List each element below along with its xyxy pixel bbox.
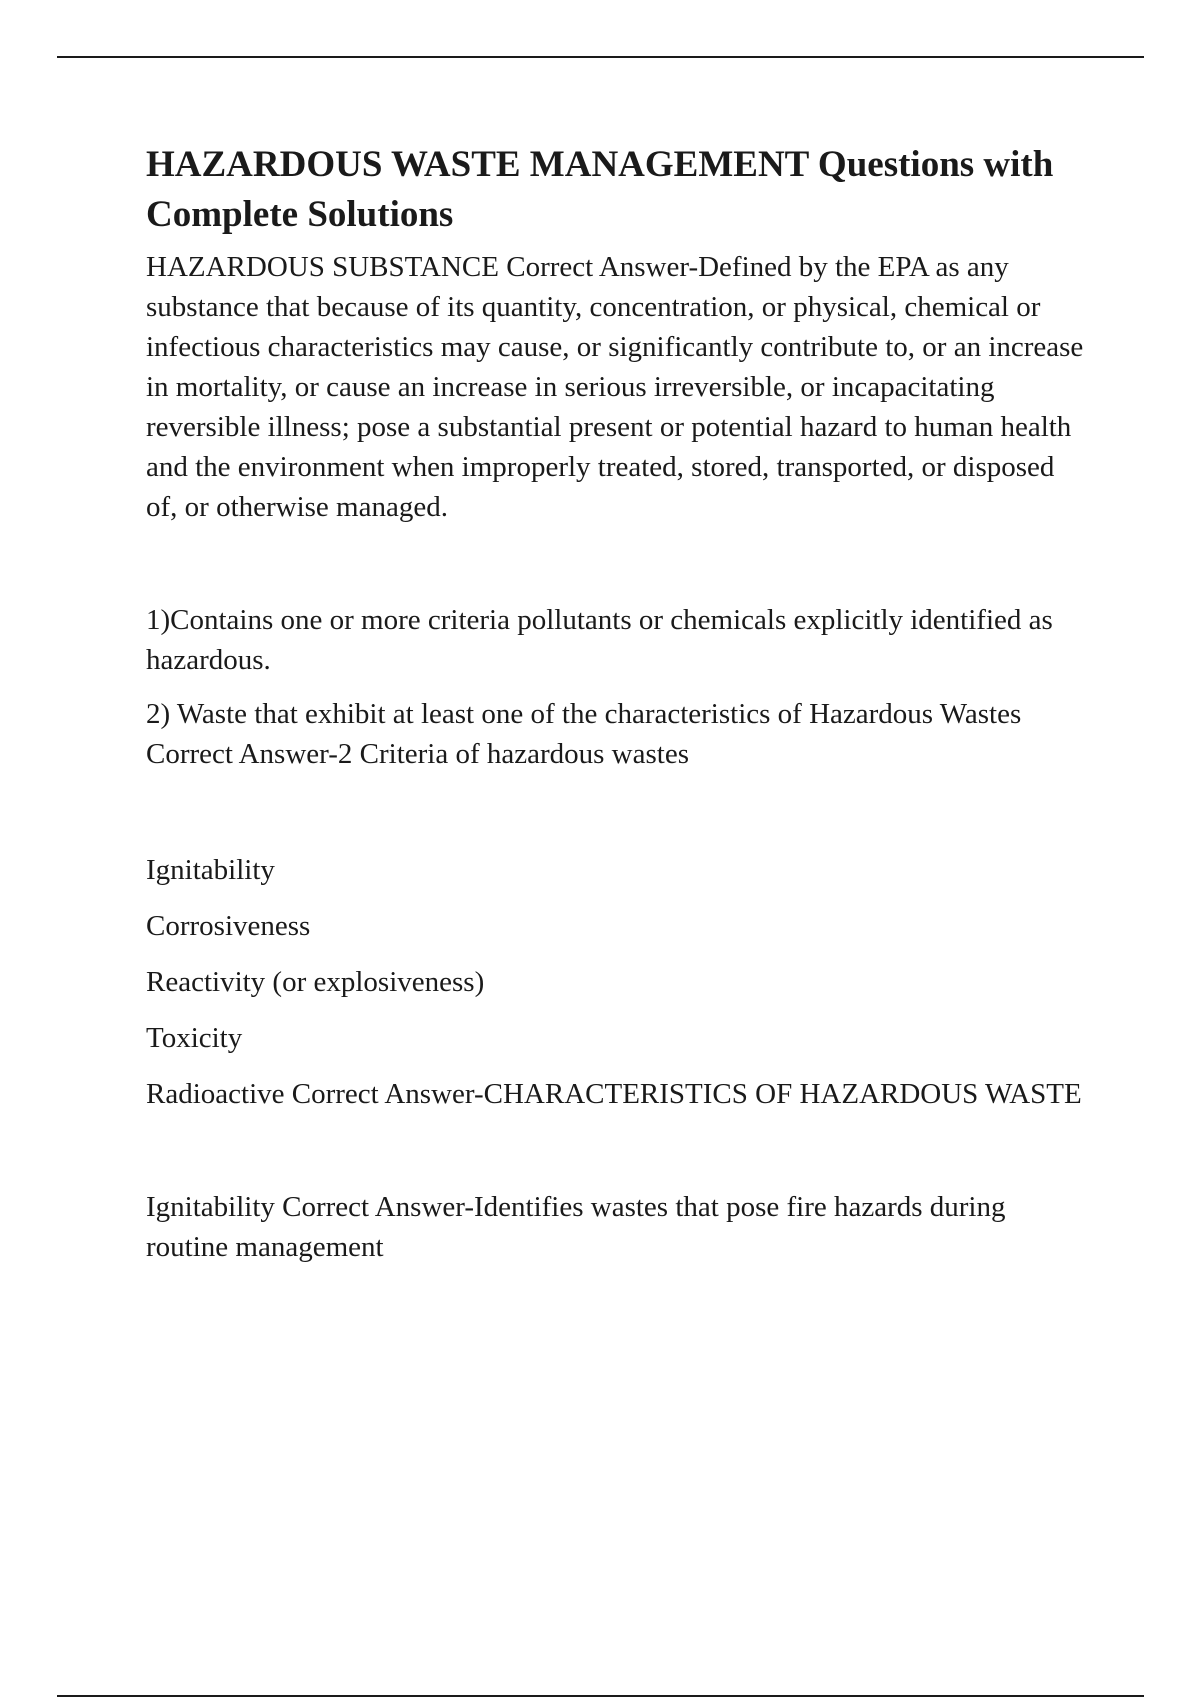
document-body	[146, 140, 1091, 1267]
characteristic-reactivity: Reactivity (or explosiveness)	[146, 966, 485, 998]
criteria-item-1: 1)Contains one or more criteria pollutants or chemicals explicitly identified as hazardous.	[146, 604, 1053, 676]
bottom-rule	[57, 1695, 1144, 1697]
characteristic-ignitability: Ignitability	[146, 854, 275, 886]
ignitability-definition: Ignitability Correct Answer-Identifies wastes that pose fire hazards during routine management	[146, 1191, 1006, 1263]
top-rule	[57, 56, 1144, 58]
criteria-item-2: 2) Waste that exhibit at least one of the characteristics of Hazardous Wastes Correct Answer-2 Criteria of hazardous wastes	[146, 698, 1022, 770]
document-title: HAZARDOUS WASTE MANAGEMENT Questions with Complete Solutions	[146, 144, 1054, 235]
characteristic-corrosiveness: Corrosiveness	[146, 910, 311, 942]
characteristic-radioactive: Radioactive Correct Answer-CHARACTERISTICS OF HAZARDOUS WASTE	[146, 1078, 1082, 1110]
hazardous-substance-definition: HAZARDOUS SUBSTANCE Correct Answer-Defined by the EPA as any substance that because of its quantity, concentration, or physical, chemical or infectious characteristics may cause, or significantly contribute to, or an increase in mortality, or cause an increase in serious irreversible, or incapacitating reversible illness; pose a substantial present or potential hazard to human health and the environment when improperly treated, stored, transported, or disposed of, or otherwise managed.	[146, 251, 1084, 523]
characteristic-toxicity: Toxicity	[146, 1022, 243, 1054]
